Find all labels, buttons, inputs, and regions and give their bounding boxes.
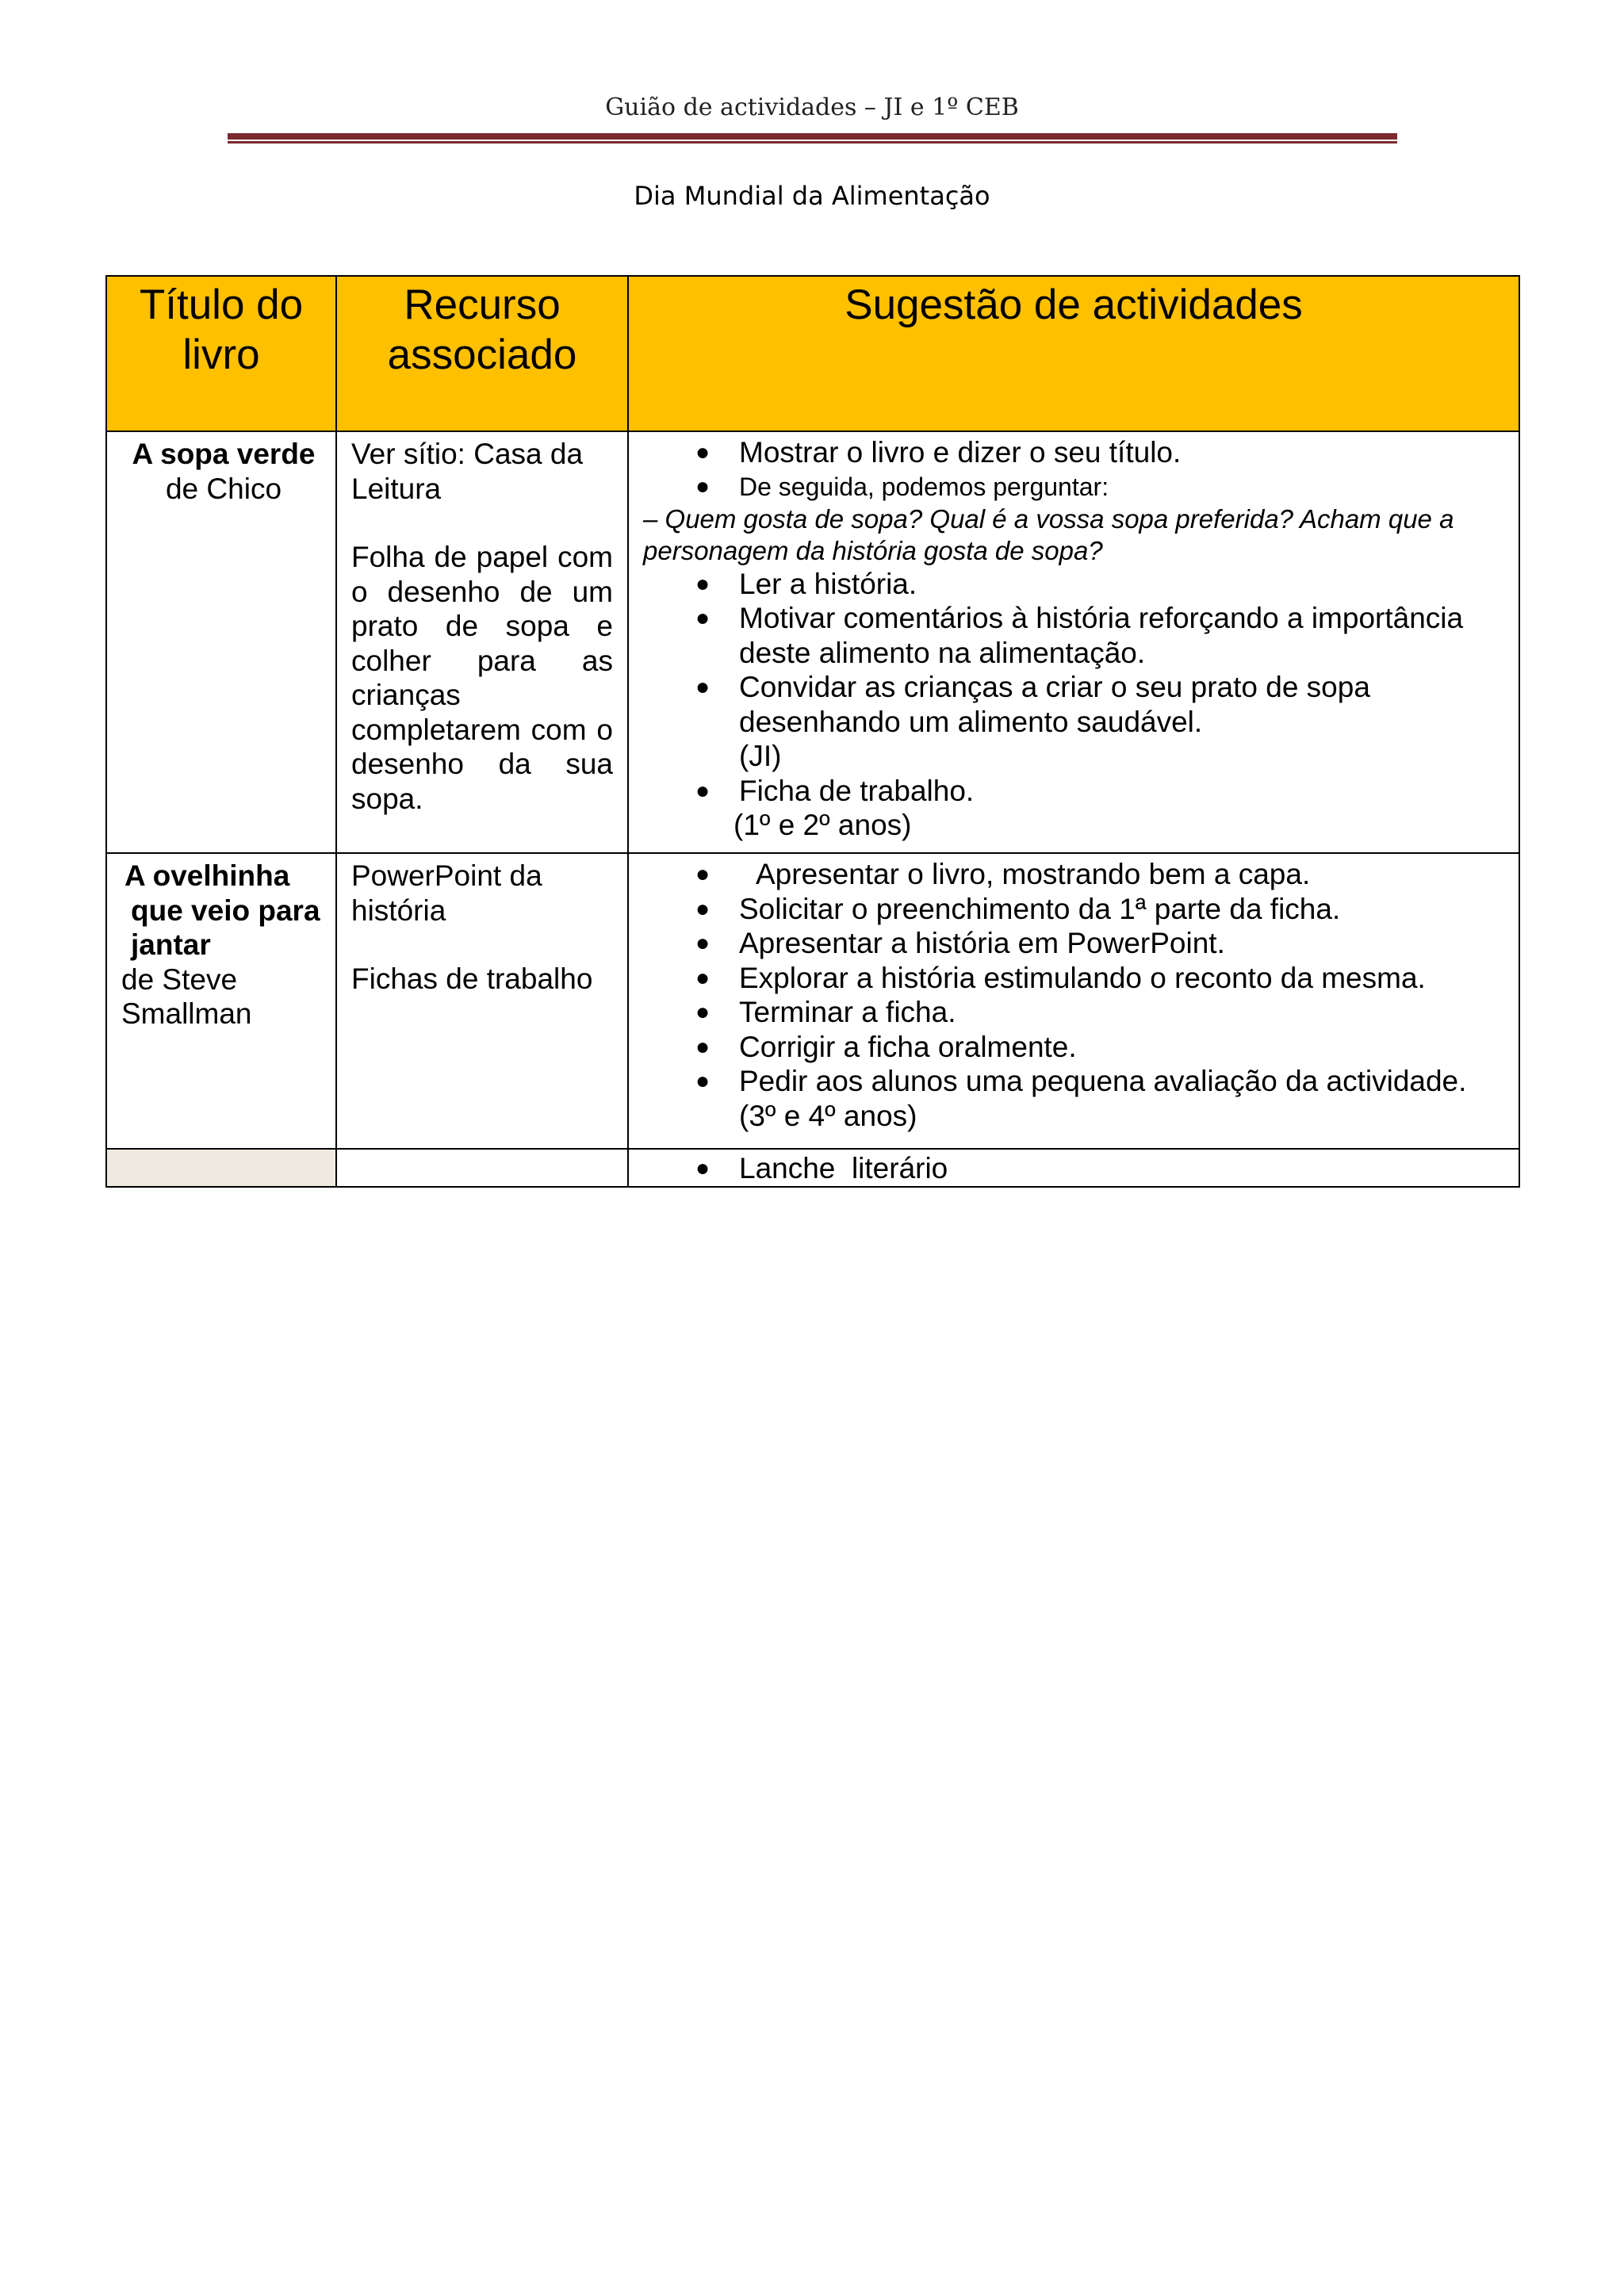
resource-item: Folha de papel com o desenho de um prato de sopa e colher para as crianças completarem com o desenho da sua sopa. xyxy=(351,541,613,815)
activity-item: ● Corrigir a ficha oralmente. xyxy=(695,1030,1077,1063)
activity-item: ● Explorar a história estimulando o reconto da mesma. xyxy=(695,961,1426,994)
header-book-title: Título do livro xyxy=(106,276,336,431)
activity-item: ● Lanche literário xyxy=(695,1152,948,1184)
activity-item: ● Pedir aos alunos uma pequena avaliação da actividade. xyxy=(695,1065,1467,1097)
book-author: de Chico xyxy=(165,472,282,505)
document-subtitle: Dia Mundial da Alimentação xyxy=(634,181,990,211)
activity-item: ● Apresentar a história em PowerPoint. xyxy=(695,927,1225,959)
resource-item: Ver sítio: Casa da Leitura xyxy=(351,438,584,505)
table-row xyxy=(106,431,1519,853)
book-cell xyxy=(106,853,336,1149)
bullet-icon: ● xyxy=(695,999,710,1025)
table-row xyxy=(106,853,1519,1149)
bullet-icon: ● xyxy=(695,439,710,465)
resource-item: Fichas de trabalho xyxy=(351,962,593,995)
bullet-icon: ● xyxy=(695,895,710,922)
level-note: (JI) xyxy=(739,740,782,772)
level-note: (3º e 4º anos) xyxy=(739,1099,917,1132)
activities-cell xyxy=(628,1149,1519,1187)
header-rule-thin xyxy=(228,141,1397,144)
activity-item: ● De seguida, podemos perguntar: xyxy=(643,470,1504,503)
book-author: de Steve Smallman xyxy=(121,962,252,1030)
activity-item: ● Convidar as crianças a criar o seu prato de sopa desenhando um alimento saudável. xyxy=(695,671,1370,738)
activities-cell xyxy=(628,431,1519,853)
resource-cell xyxy=(336,853,628,1149)
table-header-row xyxy=(106,276,1519,431)
empty-cell xyxy=(106,1149,336,1187)
activities-table xyxy=(105,275,1520,1188)
activity-item: ● Mostrar o livro e dizer o seu título. xyxy=(695,436,1182,469)
page-header: Guião de actividades – JI e 1º CEB xyxy=(605,94,1019,121)
book-cell xyxy=(106,431,336,853)
bullet-icon: ● xyxy=(695,605,710,631)
activity-item: ● Solicitar o preenchimento da 1ª parte da ficha. xyxy=(695,892,1341,925)
activity-question: – Quem gosta de sopa? Qual é a vossa sopa preferida? Acham que a personagem da história gosta de sopa? xyxy=(643,503,1454,565)
resource-cell xyxy=(336,431,628,853)
bullet-icon: ● xyxy=(695,1068,710,1094)
header-resource: Recurso associado xyxy=(336,276,628,431)
activity-item: ● Ler a história. xyxy=(695,567,917,600)
bullet-icon: ● xyxy=(695,1155,710,1181)
level-note: (1º e 2º anos) xyxy=(733,809,912,841)
activity-item: ● Terminar a ficha. xyxy=(695,996,956,1028)
table-row xyxy=(106,1149,1519,1187)
bullet-icon: ● xyxy=(695,570,710,597)
book-title: A sopa verde xyxy=(132,438,316,470)
bullet-icon: ● xyxy=(695,674,710,700)
activity-item: ● Motivar comentários à história reforçando a importância deste alimento na alimentação. xyxy=(695,602,1464,669)
bullet-icon: ● xyxy=(695,964,710,991)
empty-cell xyxy=(336,1149,628,1187)
header-activities: Sugestão de actividades xyxy=(628,276,1519,431)
bullet-icon: ● xyxy=(695,861,710,887)
activity-item: ● Ficha de trabalho. xyxy=(695,774,975,807)
bullet-icon: ● xyxy=(695,473,710,499)
header-rule-thick xyxy=(228,133,1397,140)
bullet-icon: ● xyxy=(695,777,710,804)
activity-item: ● Apresentar o livro, mostrando bem a capa. xyxy=(695,858,1311,890)
book-title: A ovelhinha que veio para jantar xyxy=(124,859,320,961)
activities-cell xyxy=(628,853,1519,1149)
bullet-icon: ● xyxy=(695,1033,710,1060)
bullet-icon: ● xyxy=(695,930,710,956)
resource-item: PowerPoint da história xyxy=(351,859,542,927)
